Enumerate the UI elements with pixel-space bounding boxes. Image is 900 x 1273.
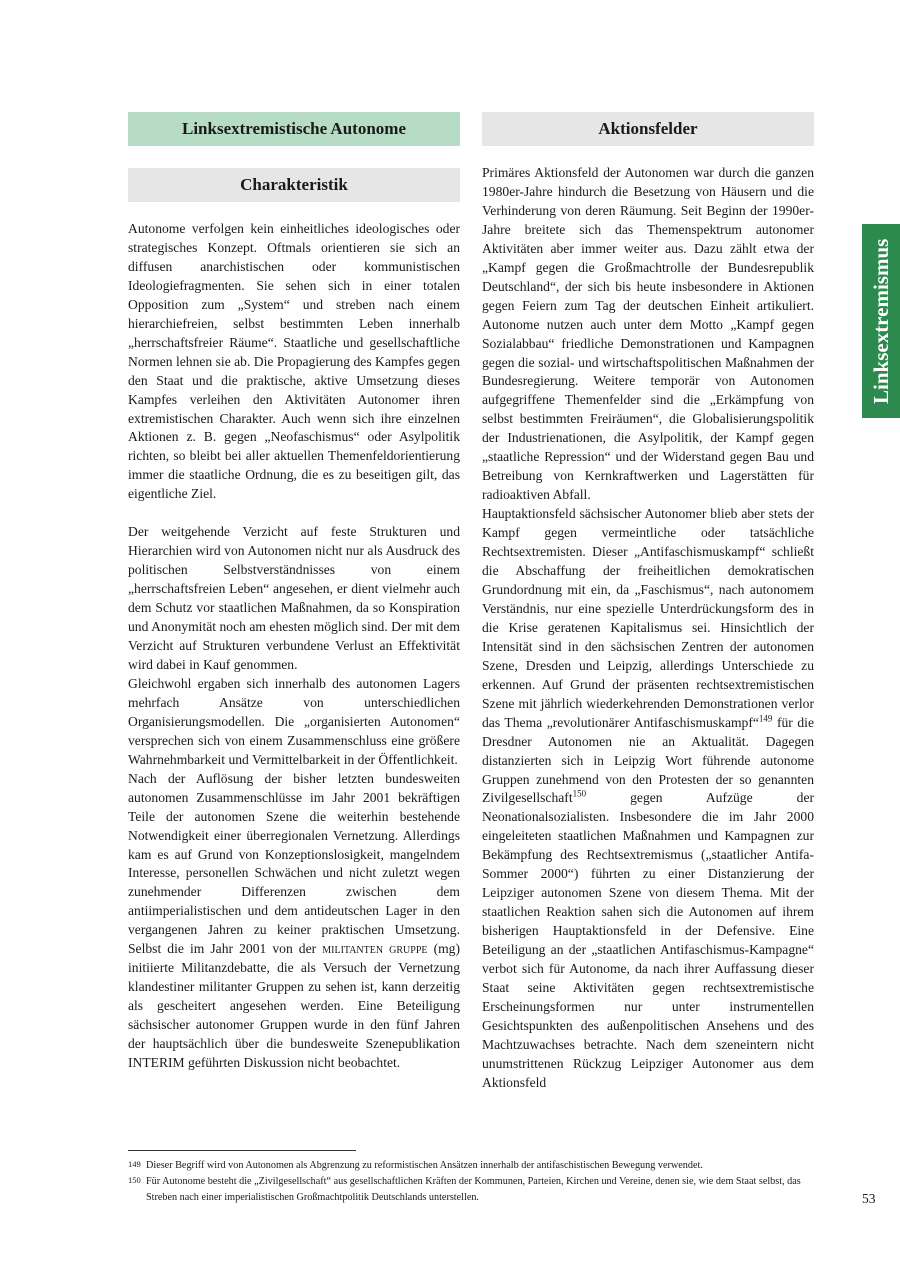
paragraph-text: Nach der Auflösung der bisher letzten bundesweiten autonomen Zusammenschlüsse im Jahr 2001 bekräftigen Teile der autonomen Szene die weiterhin bestehende Notwendigkeit einer überregionalen Vernetzung. Allerdings kam es auf Grund von Konzeptionslosigkeit, mangelndem Interesse, personellen Schwächen und nicht zuletzt wegen zunehmender Differenzen zwischen dem antiimperialistischen und dem antideutschen Lager in den vergangenen Jahren zu keiner praktischen Umsetzung. Selbst die im Jahr 2001 von der <box>128 770 460 957</box>
paragraph: Autonome verfolgen kein einheitliches ideologisches oder strategisches Konzept. Oftmals orientieren sie sich an diffusen anarchistischen oder kommunistischen Ideologiefragmenten. Sie sehen sich in einer totalen Opposition zum „System“ und streben nach einem hierarchiefreien, selbst bestimmten Leben innerhalb „herrschaftsfreier Räume“. Staatliche und gesellschaftliche Normen lehnen sie ab. Die Propagierung des Kampfes gegen den Staat und die praktische, aktive Umsetzung dieses Kampfes verleihen den Aktivitäten Autonomer ihren extremistischen Charakter. Auch wenn sich ihre einzelnen Aktionen z. B. gegen „Neofaschismus“ oder Asylpolitik richten, so bleibt bei aller aktuellen Themenfeldorientierung immer die staatliche Ordnung, die es zu beseitigen gilt, das eigentliche Ziel. <box>128 221 460 502</box>
section-title-aktionsfelder: Aktionsfelder <box>482 112 814 146</box>
paragraph <box>128 770 460 1073</box>
page-number: 53 <box>862 1191 876 1206</box>
right-column <box>482 112 814 1093</box>
footnote-number: 150 <box>128 1175 141 1185</box>
left-body-text <box>128 220 460 1073</box>
footnote-text: Dieser Begriff wird von Autonomen als Abgrenzung zu reformistischen Ansätzen innerhalb der antifaschistischen Bewegung verwendet. <box>146 1160 703 1171</box>
paragraph: Primäres Aktionsfeld der Autonomen war durch die ganzen 1980er-Jahre hindurch die Besetzung von Häusern und die Verhinderung von deren Räumung. Seit Beginn der 1990er-Jahre breitete sich das Themenspektrum autonomer Aktivitäten aber immer weiter aus. Dazu zählt etwa der „Kampf gegen die Großmachtrolle der Bundesrepublik Deutschland“, der sich bis heute insbesondere in Aktionen gegen Feiern zum Tag der deutschen Einheit artikuliert. Autonome nutzen auch unter dem Motto „Kampf gegen Sozialabbau“ friedliche Demonstrationen und Kampagnen gegen die sozial- und wirtschaftspolitischen Maßnahmen der Bundesregierung. Weitere temporär von Autonomen aufgegriffene Themenfelder sind die „Erkämpfung von selbst bestimmten Freiräumen“, die Globalisierungspolitik der Industrienationen, die Asylpolitik, der Kampf gegen „staatliche Repression“ und der Widerstand gegen Bau und Betreibung von Kernkraftwerken und Lagerstätten für radioaktiven Abfall. <box>482 165 814 503</box>
footnote-text: Für Autonome besteht die „Zivilgesellschaft“ aus gesellschaftlichen Kräften der Kommunen, Parteien, Kirchen und Vereine, denen sie, wie dem Staat selbst, das Streben nach einer imperialistischen Großmachtpolitik Deutschlands unterstellen. <box>146 1176 801 1203</box>
paragraph-text: Hauptaktionsfeld sächsischer Autonomer blieb aber stets der Kampf gegen vermeintliche oder tatsächliche Rechtsextremisten. Dieser „Antifaschismuskampf“ schließt die Abschaffung der freiheitlichen demokratischen Grundordnung mit ein, da „Faschismus“, nach autonomem Verständnis, nur eine spezielle Unterdrückungsform des in die Krise geratenen Kapitalismus sei. Hinsichtlich der Intensität sind in den sächsischen Zentren der autonomen Szene, Dresden und Leipzig, allerdings Unterschiede zu erkennen. Auf Grund der präsenten rechtsextremistischen Szene mit jährlich wiederkehrenden Demonstrationen verlor das Thema „revolutionärer Antifaschismuskampf“ <box>482 506 814 730</box>
footnotes <box>128 1158 818 1206</box>
section-title-linksextremistische-autonome: Linksextremistische Autonome <box>128 112 460 146</box>
footnote-150 <box>128 1174 818 1206</box>
left-column <box>128 112 460 1073</box>
paragraph-text: (mg) initiierte Militanzdebatte, die als Versuch der Vernetzung klandestiner militanter Gruppen zu sehen ist, kann derzeitig als gescheitert angesehen werden. Eine Beteiligung sächsischer autonomer Gruppen wurde in den fünf Jahren der hauptsächlich über die bundesweite Szenepublikation INTERIM geführten Diskussion nicht beobachtet. <box>128 941 460 1070</box>
footnote-number: 149 <box>128 1159 141 1169</box>
footnote-149 <box>128 1158 818 1174</box>
side-tab-linksextremismus: Linksextremismus <box>862 224 900 418</box>
right-body-text <box>482 164 814 1093</box>
footnote-ref-149[interactable]: 149 <box>758 713 773 724</box>
group-name-small-caps: militanten gruppe <box>322 941 428 957</box>
footnote-divider <box>128 1150 356 1151</box>
footnote-ref-150[interactable]: 150 <box>572 788 587 799</box>
subsection-title-charakteristik: Charakteristik <box>128 168 460 202</box>
paragraph <box>482 505 814 1093</box>
paragraph: Der weitgehende Verzicht auf feste Strukturen und Hierarchien wird von Autonomen nicht nur als Ausdruck des politischen Selbstverständnisses von einem „herrschaftsfreien Leben“ angesehen, er dient vielmehr auch dem Schutz vor staatlichen Maßnahmen, da so Konspiration und Anonymität noch am ehesten möglich sind. Der mit dem Verzicht auf Strukturen verbundene Verlust an Effektivität wird dabei in Kauf genommen. <box>128 524 460 672</box>
paragraph: Gleichwohl ergaben sich innerhalb des autonomen Lagers mehrfach Ansätze von unterschiedlichen Organisierungsmodellen. Die „organisierten Autonomen“ versprechen sich von einem Zusammenschluss eine größere Wahrnehmbarkeit und Vermittelbarkeit in der Öffentlichkeit. <box>128 675 460 767</box>
paragraph-text: für die Dresdner Autonomen nie an Aktualität. Dagegen distanzierten sich in Leipzig Wort führende autonome Gruppen zunehmend von den Protesten der so genannten Zivilgesellschaft <box>482 714 814 806</box>
paragraph-text: gegen Aufzüge der Neonationalsozialisten. Insbesondere die im Jahr 2000 eingeleiteten staatlichen Maßnahmen und Kampagnen zur Bekämpfung des Rechtsextremismus („staatlicher Antifa-Sommer 2000“) führten zu einer Distanzierung der Leipziger autonomen Szene von diesem Thema. Mit der staatlichen Reaktion sahen sich die Autonomen auf ihrem bisherigen Hauptaktionsfeld in der Defensive. Eine Beteiligung an der „staatlichen Antifaschismus-Kampagne“ verbot sich für Autonome, da nach ihrer Auffassung dieser Staat seine Aktivitäten gegen rechtsextremistische Erscheinungsformen nur unter instrumentellen Gesichtspunkten des außenpolitischen Ansehens und des Machtzuwachses betrachte. Nach dem szeneintern nicht unumstrittenen Rückzug Leipziger Autonomer aus dem Aktionsfeld <box>482 790 814 1090</box>
